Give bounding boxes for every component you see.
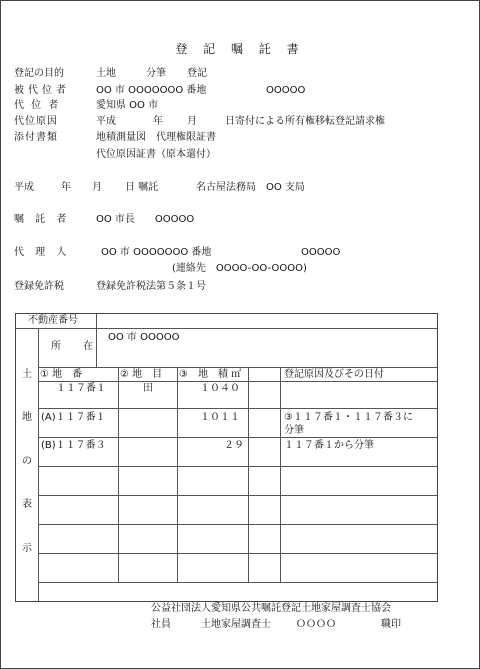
row-3-cause: １１７番１から分筆	[284, 440, 374, 451]
row-2-chiseki: １０１１	[200, 412, 240, 423]
location-label: 所 在	[51, 341, 99, 352]
date-day: 日 嘱託	[125, 182, 159, 193]
agent-value: 愛知県 OO 市	[96, 100, 159, 111]
col-header-chimoku: ② 地 目	[120, 369, 163, 380]
row-1-chimoku: 田	[143, 383, 153, 394]
agent-label: 代 位 者	[14, 100, 61, 111]
cause-month: 月	[187, 116, 197, 127]
row-2-cause-line-1: ③１１７番１・１１７番３に	[284, 412, 413, 423]
row-1-chiban: １１７番１	[56, 383, 106, 394]
side-char-1: 土	[22, 369, 32, 380]
date-year: 年	[61, 182, 71, 193]
attachments-line-1: 地積測量図 代理権限証書	[96, 132, 216, 143]
cause-era: 平成	[96, 116, 116, 127]
requester-label: 嘱 託 者	[14, 214, 71, 225]
row-2-cause-line-2: 分筆	[284, 425, 304, 436]
tax-label: 登録免許税	[14, 281, 64, 292]
purpose-value-2: 分筆	[146, 68, 166, 79]
real-estate-number-label: 不動産番号	[28, 315, 78, 326]
date-era: 平成	[14, 182, 34, 193]
footer-seal: 職印	[381, 619, 401, 630]
purpose-value-1: 土地	[96, 68, 116, 79]
purpose-label: 登記の目的	[14, 68, 64, 79]
col-header-chiban: ① 地 番	[40, 369, 83, 380]
row-1-chiseki: １０４０	[200, 383, 240, 394]
proxy-contact: (連絡先 OOOO-OO-OOOO)	[172, 263, 307, 274]
land-table	[15, 313, 438, 602]
cause-label: 代位原因	[14, 116, 58, 127]
subject-address: OO 市 OOOOOOO 番地	[96, 85, 207, 96]
footer-name: ＯＯＯＯ	[296, 619, 336, 630]
col-header-chiseki: ③ 地 積 ㎡	[179, 369, 242, 380]
col-header-cause: 登記原因及びその日付	[284, 369, 384, 380]
purpose-value-3: 登記	[187, 68, 207, 79]
date-office: 名古屋法務局 OO 支局	[196, 182, 305, 193]
row-2-chiban: (A)１１７番１	[41, 412, 106, 423]
side-char-5: 示	[22, 543, 32, 554]
cause-detail: 日寄付による所有権移転登記請求権	[225, 116, 385, 127]
side-char-2: 地	[22, 412, 32, 423]
cause-year: 年	[153, 116, 163, 127]
footer-role: 土地家屋調査士	[201, 619, 271, 630]
requester-value: OO 市長 OOOOO	[96, 214, 195, 225]
footer-organization: 公益社団法人愛知県公共嘱託登記土地家屋調査士協会	[151, 603, 391, 614]
footer-member: 社員	[151, 619, 171, 630]
attachments-label: 添付書類	[14, 132, 58, 143]
row-3-chiban: (B)１１７番３	[41, 440, 106, 451]
subject-name: OOOOO	[266, 85, 306, 96]
proxy-label: 代 理 人	[14, 247, 71, 258]
document-title: 登 記 嘱 託 書	[175, 42, 305, 56]
tax-value: 登録免許税法第５条１号	[96, 281, 206, 292]
proxy-address: OO 市 OOOOOOO 番地	[101, 247, 212, 258]
attachments-line-2: 代位原因証書（原本還付）	[96, 149, 216, 160]
subject-label: 被代位者	[14, 85, 70, 96]
row-3-chiseki: ２９	[224, 440, 244, 451]
location-value: OO 市 OOOOO	[108, 332, 180, 343]
side-char-4: 表	[22, 499, 32, 510]
proxy-name: OOOOO	[301, 247, 341, 258]
date-month: 月	[92, 182, 102, 193]
side-char-3: の	[22, 456, 32, 467]
